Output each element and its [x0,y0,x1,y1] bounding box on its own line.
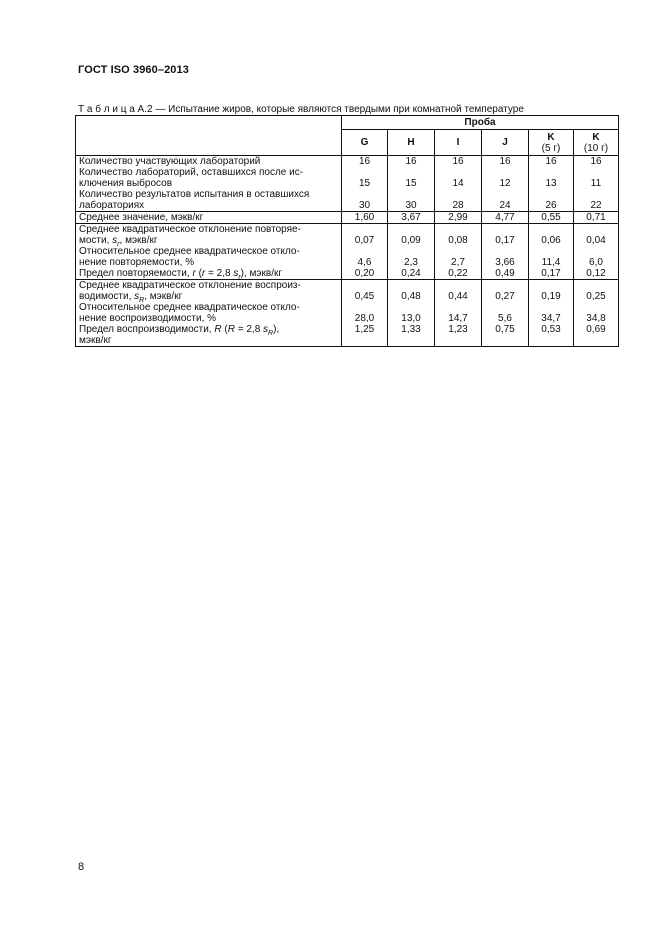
cell-value: 11 [574,167,619,189]
row-label: Количество участвующих лабораторий [76,156,342,168]
row-label-part: ), [273,324,280,335]
cell-value: 30 [342,189,388,212]
row-label-symbol: s [263,324,269,335]
table-caption-label: Т а б л и ц а А.2 [78,104,153,115]
cell-value: 24 [482,189,529,212]
column-header-j [482,130,529,156]
cell-value: 1,25 [342,324,388,347]
cell-value: 13,0 [388,302,435,324]
cell-value: 0,17 [482,224,529,247]
row-label [76,280,342,303]
cell-value: 16 [388,156,435,168]
row-label-subscript: r [238,274,241,281]
table-row-labs-after-outliers [76,167,619,189]
row-label-symbol: s [112,235,118,246]
cell-value: 16 [529,156,574,168]
table-row-repeatability-limit [76,268,619,280]
cell-value: 5,6 [482,302,529,324]
cell-value: 34,7 [529,302,574,324]
cell-value: 0,27 [482,280,529,303]
column-name: H [407,137,415,148]
cell-value: 0,19 [529,280,574,303]
table-row-repeatability-sd [76,224,619,247]
column-header-i [435,130,482,156]
row-label-line: Среднее квадратическое отклонение воспроиз- [79,280,301,291]
cell-value: 3,66 [482,246,529,268]
row-label-subscript: r [117,241,120,248]
row-label-symbol: r [201,268,206,279]
row-label-part: Предел воспроизводимости, [79,324,215,335]
cell-value: 0,25 [574,280,619,303]
cell-value: 0,22 [435,268,482,280]
table-row-mean [76,212,619,224]
row-label-part: мости, [79,235,113,246]
cell-value: 13 [529,167,574,189]
group-header-sample: Проба [342,116,619,130]
cell-value: 0,08 [435,224,482,247]
table-row-reproducibility-rsd [76,302,619,324]
table-caption-text: — Испытание жиров, которые являются твердыми при комнатной температуре [152,104,524,115]
cell-value: 16 [574,156,619,168]
table-row-reproducibility-sd [76,280,619,303]
document-code: ГОСТ ISO 3960–2013 [78,64,189,76]
column-subname: (10 г) [583,142,609,154]
column-name: K [592,131,600,143]
row-label-line: Количество результатов испытания в оставшихся [79,189,310,200]
cell-value: 15 [388,167,435,189]
row-label [76,167,342,189]
row-label-part: водимости, [79,291,135,302]
row-label-line: мэкв/кг [79,335,112,346]
cell-value: 2,99 [435,212,482,224]
table-caption [78,104,524,115]
cell-value: 0,75 [482,324,529,347]
table-row-reproducibility-limit [76,324,619,347]
column-name: I [456,137,460,148]
column-header-k-10g [574,130,619,156]
cell-value: 14 [435,167,482,189]
cell-value: 6,0 [574,246,619,268]
row-label-symbol: s [233,268,239,279]
row-label-line: ключения выбросов [79,178,173,189]
column-name: K [547,131,555,143]
cell-value: 16 [342,156,388,168]
page-number: 8 [78,861,85,873]
row-label-subscript: R [139,297,145,304]
column-name: J [502,137,508,148]
cell-value: 14,7 [435,302,482,324]
cell-value: 12 [482,167,529,189]
cell-value: 0,12 [574,268,619,280]
cell-value: 4,77 [482,212,529,224]
cell-value: 0,69 [574,324,619,347]
table-row-labs [76,156,619,168]
table-row-results-count [76,189,619,212]
cell-value: 28,0 [342,302,388,324]
row-label-line: лабораториях [79,200,145,211]
row-label-part: ( [221,324,228,335]
cell-value: 0,20 [342,268,388,280]
cell-value: 0,53 [529,324,574,347]
cell-value: 2,7 [435,246,482,268]
column-subname: (5 г) [541,142,561,154]
row-label-part: ), мэкв/кг [240,268,283,279]
row-label-part: = 2,8 [205,268,234,279]
row-label-part: ( [195,268,202,279]
cell-value: 34,8 [574,302,619,324]
cell-value: 0,24 [388,268,435,280]
cell-value: 4,6 [342,246,388,268]
cell-value: 0,09 [388,224,435,247]
cell-value: 0,04 [574,224,619,247]
cell-value: 0,49 [482,268,529,280]
row-label-part: = 2,8 [234,324,264,335]
row-label: Среднее значение, мэкв/кг [76,212,342,224]
cell-value: 26 [529,189,574,212]
cell-value: 15 [342,167,388,189]
row-label-part: , мэкв/кг [119,235,158,246]
cell-value: 16 [435,156,482,168]
row-label [76,302,342,324]
row-label-line: Относительное среднее квадратическое откло- [79,302,300,313]
row-label [76,324,342,347]
row-label-symbol: R [214,324,222,335]
cell-value: 3,67 [388,212,435,224]
table-row-repeatability-rsd [76,246,619,268]
cell-value: 30 [388,189,435,212]
cell-value: 0,06 [529,224,574,247]
cell-value: 0,48 [388,280,435,303]
table-corner-cell [76,116,342,156]
cell-value: 0,45 [342,280,388,303]
cell-value: 0,07 [342,224,388,247]
row-label-line: Относительное среднее квадратическое откло- [79,246,300,257]
row-label [76,268,342,280]
row-label-line: Количество лабораторий, оставшихся после ис- [79,167,304,178]
column-header-k-5g [529,130,574,156]
row-label-symbol: r [192,268,196,279]
row-label-line: нение воспроизводимости, % [79,313,217,324]
row-label-subscript: R [268,330,274,337]
column-name: G [360,137,369,148]
cell-value: 0,44 [435,280,482,303]
row-label-line: нение повторяемости, % [79,257,195,268]
row-label-part: , мэкв/кг [144,291,183,302]
cell-value: 0,17 [529,268,574,280]
row-label [76,189,342,212]
row-label-part: Предел повторяемости, [79,268,193,279]
cell-value: 1,23 [435,324,482,347]
column-header-h [388,130,435,156]
cell-value: 0,55 [529,212,574,224]
cell-value: 1,33 [388,324,435,347]
cell-value: 11,4 [529,246,574,268]
cell-value: 0,71 [574,212,619,224]
row-label [76,246,342,268]
column-header-g [342,130,388,156]
cell-value: 2,3 [388,246,435,268]
row-label-symbol: s [134,291,140,302]
row-label-line: Среднее квадратическое отклонение повторяе- [79,224,301,235]
cell-value: 22 [574,189,619,212]
cell-value: 28 [435,189,482,212]
results-table [75,115,619,347]
row-label-symbol: R [227,324,235,335]
row-label [76,224,342,247]
cell-value: 1,60 [342,212,388,224]
cell-value: 16 [482,156,529,168]
